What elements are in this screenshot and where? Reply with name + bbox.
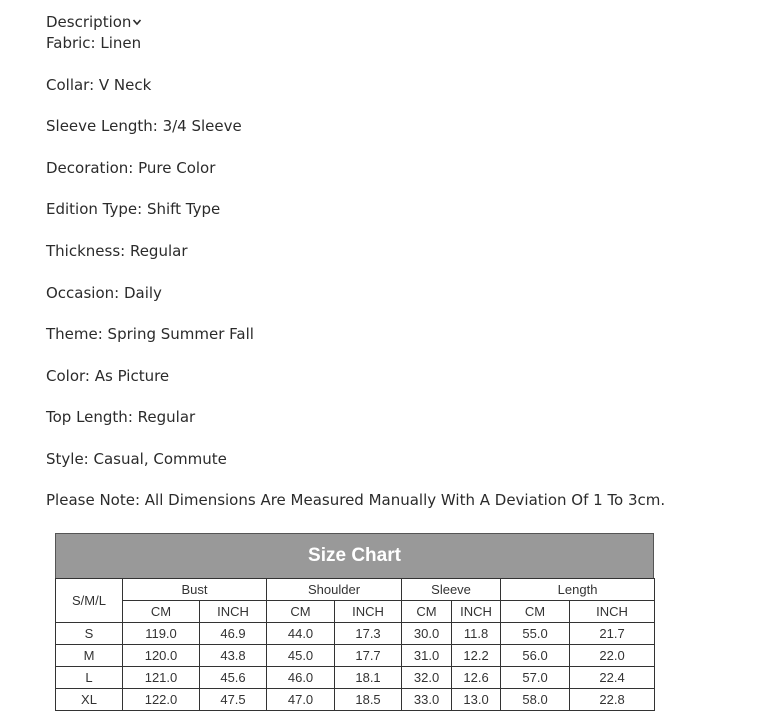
value-cell: 44.0 [267, 623, 335, 645]
unit-header: CM [123, 601, 200, 623]
value-cell: 45.0 [267, 645, 335, 667]
group-header-sleeve: Sleeve [402, 579, 501, 601]
size-cell: L [56, 667, 123, 689]
value-cell: 17.3 [335, 623, 402, 645]
value-cell: 21.7 [570, 623, 655, 645]
value-cell: 12.6 [452, 667, 501, 689]
unit-header: INCH [570, 601, 655, 623]
value-cell: 122.0 [123, 689, 200, 711]
value-cell: 58.0 [501, 689, 570, 711]
value-cell: 43.8 [200, 645, 267, 667]
group-header-shoulder: Shoulder [267, 579, 402, 601]
value-cell: 18.1 [335, 667, 402, 689]
description-toggle[interactable] [46, 12, 142, 32]
value-cell: 22.8 [570, 689, 655, 711]
value-cell: 12.2 [452, 645, 501, 667]
value-cell: 22.4 [570, 667, 655, 689]
value-cell: 17.7 [335, 645, 402, 667]
value-cell: 46.9 [200, 623, 267, 645]
table-row [56, 689, 655, 711]
size-chart-table [55, 578, 655, 711]
value-cell: 47.0 [267, 689, 335, 711]
property-item: Sleeve Length: 3/4 Sleeve [46, 117, 242, 136]
value-cell: 47.5 [200, 689, 267, 711]
property-item: Decoration: Pure Color [46, 158, 216, 177]
property-item: Color: As Picture [46, 366, 170, 385]
table-row [56, 645, 655, 667]
unit-header: CM [267, 601, 335, 623]
property-list [46, 33, 254, 491]
table-row [56, 623, 655, 645]
group-header-length: Length [501, 579, 655, 601]
value-cell: 32.0 [402, 667, 452, 689]
value-cell: 119.0 [123, 623, 200, 645]
value-cell: 31.0 [402, 645, 452, 667]
unit-header: CM [501, 601, 570, 623]
size-chart [55, 533, 654, 711]
value-cell: 18.5 [335, 689, 402, 711]
size-cell: XL [56, 689, 123, 711]
value-cell: 11.8 [452, 623, 501, 645]
value-cell: 120.0 [123, 645, 200, 667]
property-item: Edition Type: Shift Type [46, 200, 221, 219]
value-cell: 30.0 [402, 623, 452, 645]
unit-header: INCH [452, 601, 501, 623]
unit-header: INCH [200, 601, 267, 623]
value-cell: 56.0 [501, 645, 570, 667]
size-cell: S [56, 623, 123, 645]
description-title: Description [46, 13, 132, 31]
property-item: Style: Casual, Commute [46, 449, 227, 468]
value-cell: 22.0 [570, 645, 655, 667]
value-cell: 33.0 [402, 689, 452, 711]
value-cell: 55.0 [501, 623, 570, 645]
property-item: Collar: V Neck [46, 75, 152, 94]
property-item: Occasion: Daily [46, 283, 162, 302]
property-item: Theme: Spring Summer Fall [46, 325, 254, 344]
size-chart-title: Size Chart [55, 533, 654, 578]
property-item: Thickness: Regular [46, 241, 188, 260]
property-item: Top Length: Regular [46, 408, 196, 427]
table-row [56, 667, 655, 689]
measurement-note: Please Note: All Dimensions Are Measured Manually With A Deviation Of 1 To 3cm. [46, 491, 666, 509]
value-cell: 45.6 [200, 667, 267, 689]
unit-header: INCH [335, 601, 402, 623]
chevron-down-icon [132, 17, 142, 27]
size-cell: M [56, 645, 123, 667]
value-cell: 57.0 [501, 667, 570, 689]
property-item: Fabric: Linen [46, 34, 142, 52]
value-cell: 121.0 [123, 667, 200, 689]
value-cell: 13.0 [452, 689, 501, 711]
value-cell: 46.0 [267, 667, 335, 689]
size-column-header: S/M/L [56, 579, 123, 623]
unit-header: CM [402, 601, 452, 623]
group-header-bust: Bust [123, 579, 267, 601]
